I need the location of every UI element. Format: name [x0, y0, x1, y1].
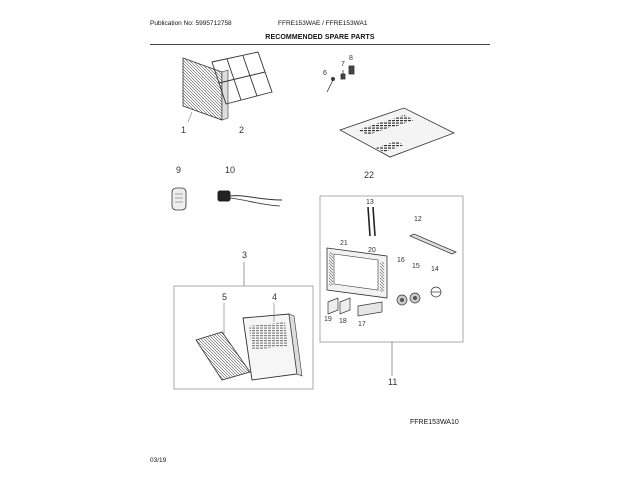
front-panel-part — [243, 314, 302, 380]
section-title: RECOMMENDED SPARE PARTS — [265, 34, 375, 41]
power-cord-part — [218, 191, 282, 206]
part-number-14: 14 — [431, 266, 439, 273]
part-number-10: 10 — [225, 165, 236, 175]
part-number-7: 7 — [341, 61, 345, 68]
revision-date: 03/19 — [150, 457, 167, 464]
diagram-code: FFRE153WA10 — [410, 419, 459, 426]
part-number-20: 20 — [368, 247, 376, 254]
part-number-13: 13 — [366, 199, 374, 206]
part-number-15: 15 — [412, 263, 420, 270]
part-number-6: 6 — [323, 70, 327, 77]
louver-part — [196, 332, 250, 380]
publication-number: Publication No: 5995712758 — [150, 20, 232, 27]
install-template-part — [340, 108, 454, 157]
part-number-3: 3 — [242, 250, 248, 260]
part-number-12: 12 — [414, 216, 422, 223]
part-number-19: 19 — [324, 316, 332, 323]
plate-part — [358, 302, 382, 316]
model-numbers: FFRE153WAE / FFRE153WA1 — [278, 20, 368, 27]
part-number-17: 17 — [358, 321, 366, 328]
part-number-5: 5 — [222, 292, 228, 302]
part-number-2: 2 — [239, 125, 245, 135]
part-number-21: 21 — [340, 240, 348, 247]
frame-gasket-part — [327, 248, 387, 298]
part-number-4: 4 — [272, 292, 278, 302]
part-number-16: 16 — [397, 257, 405, 264]
bar-part — [410, 234, 456, 254]
part-number-8: 8 — [349, 55, 353, 62]
part-number-1: 1 — [181, 125, 187, 135]
part-number-9: 9 — [176, 165, 182, 175]
bracket-part — [431, 287, 441, 297]
remote-control-part — [172, 188, 186, 210]
part-number-11: 11 — [388, 377, 398, 387]
rod-part — [368, 207, 370, 236]
part-number-18: 18 — [339, 318, 347, 325]
part-number-22: 22 — [364, 170, 375, 180]
hardware-parts — [327, 66, 354, 92]
clip-part — [328, 298, 338, 314]
